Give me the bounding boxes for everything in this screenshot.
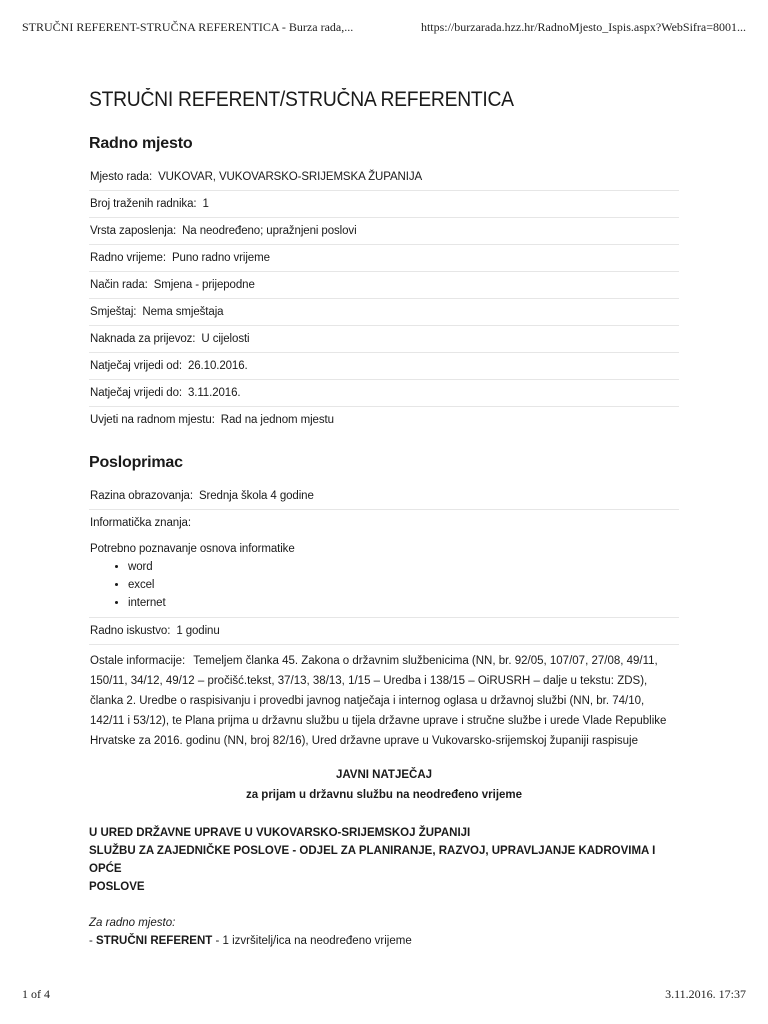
detail-label: Radno iskustvo: <box>90 625 171 637</box>
detail-label: Radno vrijeme: <box>90 252 166 264</box>
detail-label: Ostale informacije: <box>90 655 186 667</box>
position-details: - 1 izvršitelj/ica na neodređeno vrijeme <box>212 935 412 947</box>
document-content <box>89 86 679 950</box>
detail-row-uvjeti <box>89 407 679 433</box>
detail-value: 1 godinu <box>176 625 220 637</box>
print-header-url: https://burzarada.hzz.hr/RadnoMjesto_Ispis.aspx?WebSifra=8001... <box>420 20 746 34</box>
ured-line: U URED DRŽAVNE UPRAVE U VUKOVARSKO-SRIJEMSKOJ ŽUPANIJI <box>89 827 471 839</box>
detail-row-nacin-rada <box>89 272 679 299</box>
detail-row-ostale-informacije <box>89 645 679 751</box>
list-item: • word <box>128 558 679 576</box>
print-header-title: STRUČNI REFERENT-STRUČNA REFERENTICA - Burza rada,... <box>22 20 354 34</box>
page-title: STRUČNI REFERENT/STRUČNA REFERENTICA <box>89 88 514 111</box>
detail-row-razina-obrazovanja <box>89 483 679 510</box>
section-heading-posloprimac: Posloprimac <box>89 454 183 471</box>
ured-line: SLUŽBU ZA ZAJEDNIČKE POSLOVE - ODJEL ZA PLANIRANJE, RAZVOJ, UPRAVLJANJE KADROVIMA I OPĆE <box>89 845 656 875</box>
detail-value: Smjena - prijepodne <box>153 279 255 291</box>
detail-row-smjestaj <box>89 299 679 326</box>
informaticka-list <box>90 558 679 612</box>
detail-label: Način rada: <box>90 279 148 291</box>
print-timestamp: 3.11.2016. 17:37 <box>665 987 746 1001</box>
radno-mjesto-details <box>89 164 679 433</box>
ostale-line-3: članka 2. Uredbe o raspisivanju i provedbi javnog natječaja i internog oglasa u državnoj službi (NN, br. 74/10, <box>90 695 645 707</box>
section-natjecaj <box>89 765 679 950</box>
detail-row-radno-iskustvo <box>89 618 679 645</box>
ostale-line-1 <box>90 651 679 671</box>
ostale-line-2: 150/11, 34/12, 49/12 – pročišć.tekst, 37/13, 38/13, 1/15 – Uredba i 138/15 – OiRUSRH – dalje u tekstu: ZDS), <box>90 675 648 687</box>
detail-label: Naknada za prijevoz: <box>90 333 196 345</box>
detail-row-informaticka-znanja <box>89 510 679 618</box>
detail-value: 26.10.2016. <box>187 360 248 372</box>
detail-value: Srednja škola 4 godine <box>198 490 314 502</box>
detail-label: Smještaj: <box>90 306 137 318</box>
detail-label: Uvjeti na radnom mjestu: <box>90 414 215 426</box>
detail-label: Natječaj vrijedi od: <box>90 360 182 372</box>
za-radno-mjesto-label: Za radno mjesto: <box>89 917 176 929</box>
detail-row-broj-radnika <box>89 191 679 218</box>
detail-value: Rad na jednom mjestu <box>220 414 334 426</box>
position-title: STRUČNI REFERENT <box>96 935 213 947</box>
detail-row-vrsta-zaposlenja <box>89 218 679 245</box>
natjecaj-subtitle: za prijam u državnu službu na neodređeno vrijeme <box>245 789 523 801</box>
ostale-line-5: Hrvatske za 2016. godinu (NN, broj 82/16), Ured državne uprave u Vukovarsko-srijemskoj županiji raspisuje <box>90 735 638 747</box>
detail-value: VUKOVAR, VUKOVARSKO-SRIJEMSKA ŽUPANIJA <box>158 171 423 183</box>
detail-value: Na neodređeno; upražnjeni poslovi <box>182 225 357 237</box>
list-item: • excel <box>128 576 679 594</box>
detail-label: Mjesto rada: <box>90 171 153 183</box>
detail-row-radno-vrijeme <box>89 245 679 272</box>
position-line <box>89 932 679 950</box>
ostale-text: Temeljem članka 45. Zakona o državnim službenicima (NN, br. 92/05, 107/07, 27/08, 49/11, <box>193 655 658 667</box>
informaticka-text: Potrebno poznavanje osnova informatike <box>90 543 295 555</box>
ured-line: POSLOVE <box>89 881 145 893</box>
detail-label: Broj traženih radnika: <box>90 198 197 210</box>
detail-value: 3.11.2016. <box>187 387 241 399</box>
detail-label: Vrsta zaposlenja: <box>90 225 177 237</box>
section-heading-radno-mjesto: Radno mjesto <box>89 135 193 152</box>
detail-row-mjesto-rada <box>89 164 679 191</box>
ured-block <box>89 824 679 896</box>
detail-row-naknada <box>89 326 679 353</box>
print-header <box>22 20 746 36</box>
detail-row-vrijedi-od <box>89 353 679 380</box>
natjecaj-title: JAVNI NATJEČAJ <box>335 769 433 781</box>
list-item: • internet <box>128 594 679 612</box>
section-posloprimac <box>89 453 679 751</box>
position-prefix: - <box>89 935 97 947</box>
posloprimac-details <box>89 483 679 751</box>
detail-value: 1 <box>202 198 209 210</box>
detail-label: Informatička znanja: <box>90 517 191 529</box>
detail-label: Natječaj vrijedi do: <box>90 387 182 399</box>
print-footer <box>22 987 746 1003</box>
detail-label: Razina obrazovanja: <box>90 490 193 502</box>
section-radno-mjesto <box>89 134 679 433</box>
detail-value: Nema smještaja <box>142 306 224 318</box>
detail-value: Puno radno vrijeme <box>171 252 270 264</box>
detail-value: U cijelosti <box>201 333 250 345</box>
ostale-line-4: 142/11 i 53/12), te Plana prijma u državnu službu u tijela državne uprave i stručne službe i urede Vlade Republike <box>90 715 667 727</box>
page-counter: 1 of 4 <box>22 987 50 1001</box>
detail-row-vrijedi-do <box>89 380 679 407</box>
